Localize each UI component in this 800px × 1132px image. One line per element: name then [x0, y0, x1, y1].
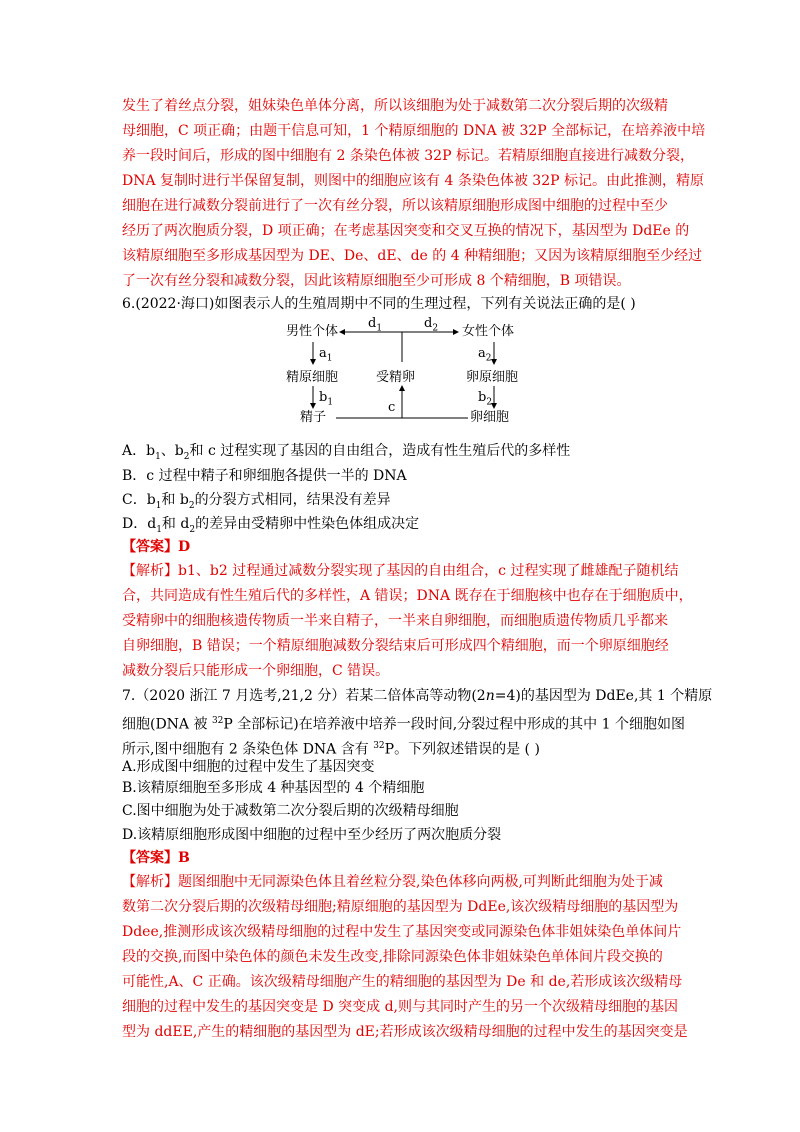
q7-option-c: C.图中细胞为处于减数第二次分裂后期的次级精母细胞: [122, 803, 459, 819]
q6-analysis-line: 自卵细胞，B 错误；一个精原细胞减数分裂结束后可形成四个精细胞，而一个卵原细胞经: [122, 638, 669, 654]
q7-analysis-line: Ddee,推测形成该次级精母细胞的过程中发生了基因突变或同源染色体非姐妹染色单体间片: [122, 924, 682, 940]
q6-option-d: D．$d_1$和 $d_2$的差异由受精卵中性染色体组成决定: [122, 516, 420, 535]
reproduction-cycle-diagram: [272, 314, 532, 434]
label-b2: $b_2$: [478, 390, 493, 408]
node-male: 男性个体: [286, 324, 339, 339]
intro-line: 细胞在进行减数分裂前进行了一次有丝分裂，所以该精原细胞形成图中细胞的过程中至少: [122, 198, 668, 214]
label-c: c: [388, 400, 396, 415]
label-a1: $a_1$: [319, 346, 333, 364]
intro-line: 养一段时间后，形成的图中细胞有 2 条染色体被 32P 标记。若精原细胞直接进行减数分裂，: [122, 148, 694, 164]
node-zygote: 受精卵: [376, 370, 416, 385]
q6-analysis-line: 合，共同造成有性生殖后代的多样性，A 错误；DNA 既存在于细胞核中也存在于细胞质中，: [122, 588, 693, 604]
q6-analysis-line: 受精卵中的细胞核遗传物质一半来自精子，一半来自卵细胞，而细胞质遗传物质几乎都来: [122, 613, 668, 629]
q7-analysis-line: 数第二次分裂后期的次级精母细胞;精原细胞的基因型为 DdEe,该次级精母细胞的基因型为: [122, 899, 679, 915]
q7-analysis-line: 段的交换,而图中染色体的颜色未发生改变,排除同源染色体非姐妹染色单体间片段交换的: [122, 949, 663, 965]
label-d2: $d_2$: [424, 316, 439, 334]
node-oogonium: 卵原细胞: [466, 370, 519, 385]
intro-line: DNA 复制时进行半保留复制，则图中的细胞应该有 4 条染色体被 32P 标记。由此推测，精原: [122, 173, 704, 189]
q6-analysis-line: 减数分裂后只能形成一个卵细胞，C 错误。: [122, 663, 390, 679]
q6-option-c: C．$b_1$和 $b_2$的分裂方式相同，结果没有差异: [122, 492, 391, 511]
label-d1: $d_1$: [368, 316, 383, 334]
node-spermatogonium: 精原细胞: [286, 370, 339, 385]
q7-option-d: D.该精原细胞形成图中细胞的过程中至少经历了两次胞质分裂: [122, 827, 502, 843]
q6-stem: 6.(2022·海口)如图表示人的生殖周期中不同的生理过程，下列有关说法正确的是( ): [122, 296, 636, 312]
q7-stem-line: 细胞(DNA 被 $^{32}$P 全部标记)在培养液中培养一段时间,分裂过程中形成的其中 1 个细胞如图: [122, 716, 685, 733]
intro-line: 母细胞，C 项正确；由题干信息可知，1 个精原细胞的 DNA 被 32P 全部标记，在培养液中培: [122, 123, 706, 139]
q7-stem-line: 所示,图中细胞有 2 条染色体 DNA 含有 $^{32}$P。下列叙述错误的是 ( ): [122, 741, 540, 758]
intro-line: 发生了着丝点分裂，姐妹染色单体分离，所以该细胞为处于减数第二次分裂后期的次级精: [122, 98, 668, 114]
q7-stem-line: 7.（2020 浙江 7 月选考,21,2 分）若某二倍体高等动物(2n=4)的基因型为 DdEe,其 1 个精原: [122, 688, 713, 704]
node-egg: 卵细胞: [470, 410, 510, 425]
q6-option-a: A．$b_1$、$b_2$和 c 过程实现了基因的自由组合，造成有性生殖后代的多样性: [122, 443, 571, 462]
q6-option-b: B．c 过程中精子和卵细胞各提供一半的 DNA: [122, 468, 407, 484]
q7-analysis-line: 型为 ddEE,产生的精细胞的基因型为 dE;若形成该次级精母细胞的过程中发生的基因突变是: [122, 1024, 688, 1040]
q7-analysis-line: 细胞的过程中发生的基因突变是 D 突变成 d,则与其同时产生的另一个次级精母细胞的基因: [122, 999, 678, 1015]
q7-option-b: B.该精原细胞至多形成 4 种基因型的 4 个精细胞: [122, 780, 425, 796]
intro-line: 经历了两次胞质分裂，D 项正确；在考虑基因突变和交叉互换的情况下，基因型为 DdEe 的: [122, 223, 690, 239]
intro-line: 了一次有丝分裂和减数分裂，因此该精原细胞至少可形成 8 个精细胞，B 项错误。: [122, 273, 631, 289]
q7-analysis-line: 可能性,A、C 正确。该次级精母细胞产生的精细胞的基因型为 De 和 de,若形成该次级精母: [122, 974, 683, 990]
q6-analysis-line: 【解析】b1、b2 过程通过减数分裂实现了基因的自由组合，c 过程实现了雌雄配子随机结: [122, 563, 679, 579]
label-a2: $a_2$: [478, 346, 492, 364]
q6-answer: 【答案】D: [122, 539, 191, 555]
q7-analysis-line: 【解析】题图细胞中无同源染色体且着丝粒分裂,染色体移向两极,可判断此细胞为处于减: [122, 874, 663, 890]
intro-line: 该精原细胞至多形成基因型为 DE、De、dE、de 的 4 种精细胞；又因为该精原细胞至少经过: [122, 248, 703, 264]
label-b1: $b_1$: [319, 390, 334, 408]
node-female: 女性个体: [462, 324, 515, 339]
q7-answer: 【答案】B: [122, 850, 190, 866]
node-sperm: 精子: [300, 410, 327, 425]
q7-option-a: A.形成图中细胞的过程中发生了基因突变: [122, 759, 375, 775]
